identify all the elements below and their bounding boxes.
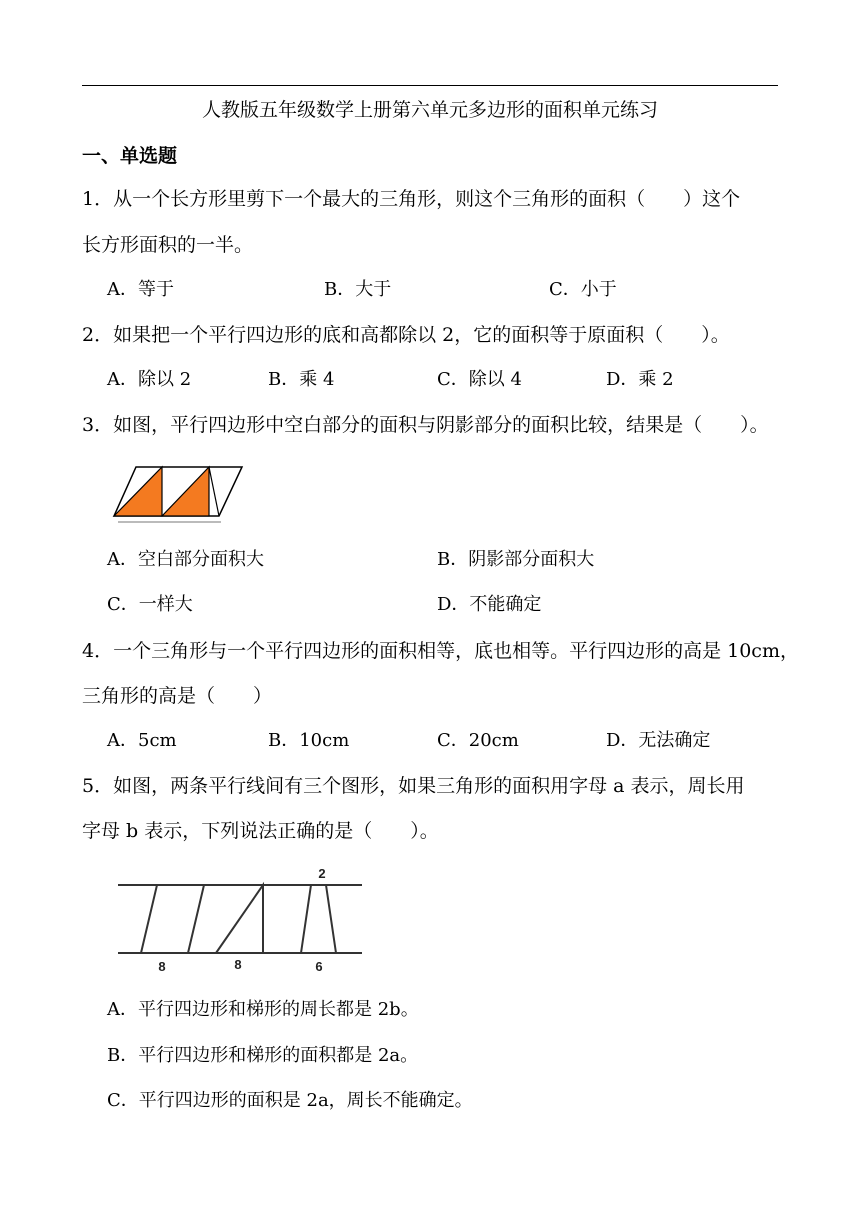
question-3-option-d: D．不能确定 (437, 594, 542, 615)
parallelogram-base-label: 8 (158, 959, 166, 974)
question-5-parallel-lines-figure (110, 860, 370, 978)
question-4-line-1: 4．一个三角形与一个平行四边形的面积相等，底也相等。平行四边形的高是 10cm， (82, 640, 799, 662)
parallelogram-shape (141, 885, 204, 953)
document-title: 人教版五年级数学上册第六单元多边形的面积单元练习 (201, 99, 658, 121)
header-rule (82, 85, 778, 86)
question-3-option-c: C．一样大 (107, 594, 193, 615)
question-3-parallelogram-figure (108, 460, 248, 528)
question-4-option-b: B．10cm (268, 730, 350, 751)
question-2-option-d: D．乘 2 (606, 369, 674, 390)
question-3-line-1: 3．如图，平行四边形中空白部分的面积与阴影部分的面积比较，结果是（ ）。 (82, 414, 769, 436)
question-3-option-a: A．空白部分面积大 (107, 549, 264, 570)
question-2-line-1: 2．如果把一个平行四边形的底和高都除以 2，它的面积等于原面积（ ）。 (82, 324, 730, 346)
question-1-option-b: B．大于 (324, 279, 392, 300)
question-1-line-1: 1．从一个长方形里剪下一个最大的三角形，则这个三角形的面积（ ）这个 (82, 188, 741, 210)
question-5-option-b: B．平行四边形和梯形的面积都是 2a。 (107, 1045, 419, 1066)
triangle-shape (216, 885, 263, 953)
question-5-line-2: 字母 b 表示，下列说法正确的是（ ）。 (82, 820, 439, 842)
section-heading: 一、单选题 (82, 145, 178, 167)
trapezoid-shape (301, 885, 336, 953)
question-3-option-b: B．阴影部分面积大 (437, 549, 595, 570)
question-1-option-a: A．等于 (107, 279, 174, 300)
question-4-line-2: 三角形的高是（ ） (82, 685, 273, 707)
question-2-option-b: B．乘 4 (268, 369, 335, 390)
triangle-base-label: 8 (234, 957, 242, 972)
question-4-option-d: D．无法确定 (606, 730, 711, 751)
question-1-line-2: 长方形面积的一半。 (82, 234, 254, 256)
trapezoid-base-label: 6 (315, 959, 323, 974)
trapezoid-top-label: 2 (318, 866, 326, 881)
question-1-option-c: C．小于 (549, 279, 617, 300)
question-4-option-c: C．20cm (437, 730, 519, 751)
question-5-option-c: C．平行四边形的面积是 2a，周长不能确定。 (107, 1090, 473, 1111)
question-5-option-a: A．平行四边形和梯形的周长都是 2b。 (107, 999, 419, 1020)
question-2-option-a: A．除以 2 (107, 369, 192, 390)
question-5-line-1: 5．如图，两条平行线间有三个图形，如果三角形的面积用字母 a 表示，周长用 (82, 775, 745, 797)
question-2-option-c: C．除以 4 (437, 369, 522, 390)
question-4-option-a: A．5cm (107, 730, 177, 751)
